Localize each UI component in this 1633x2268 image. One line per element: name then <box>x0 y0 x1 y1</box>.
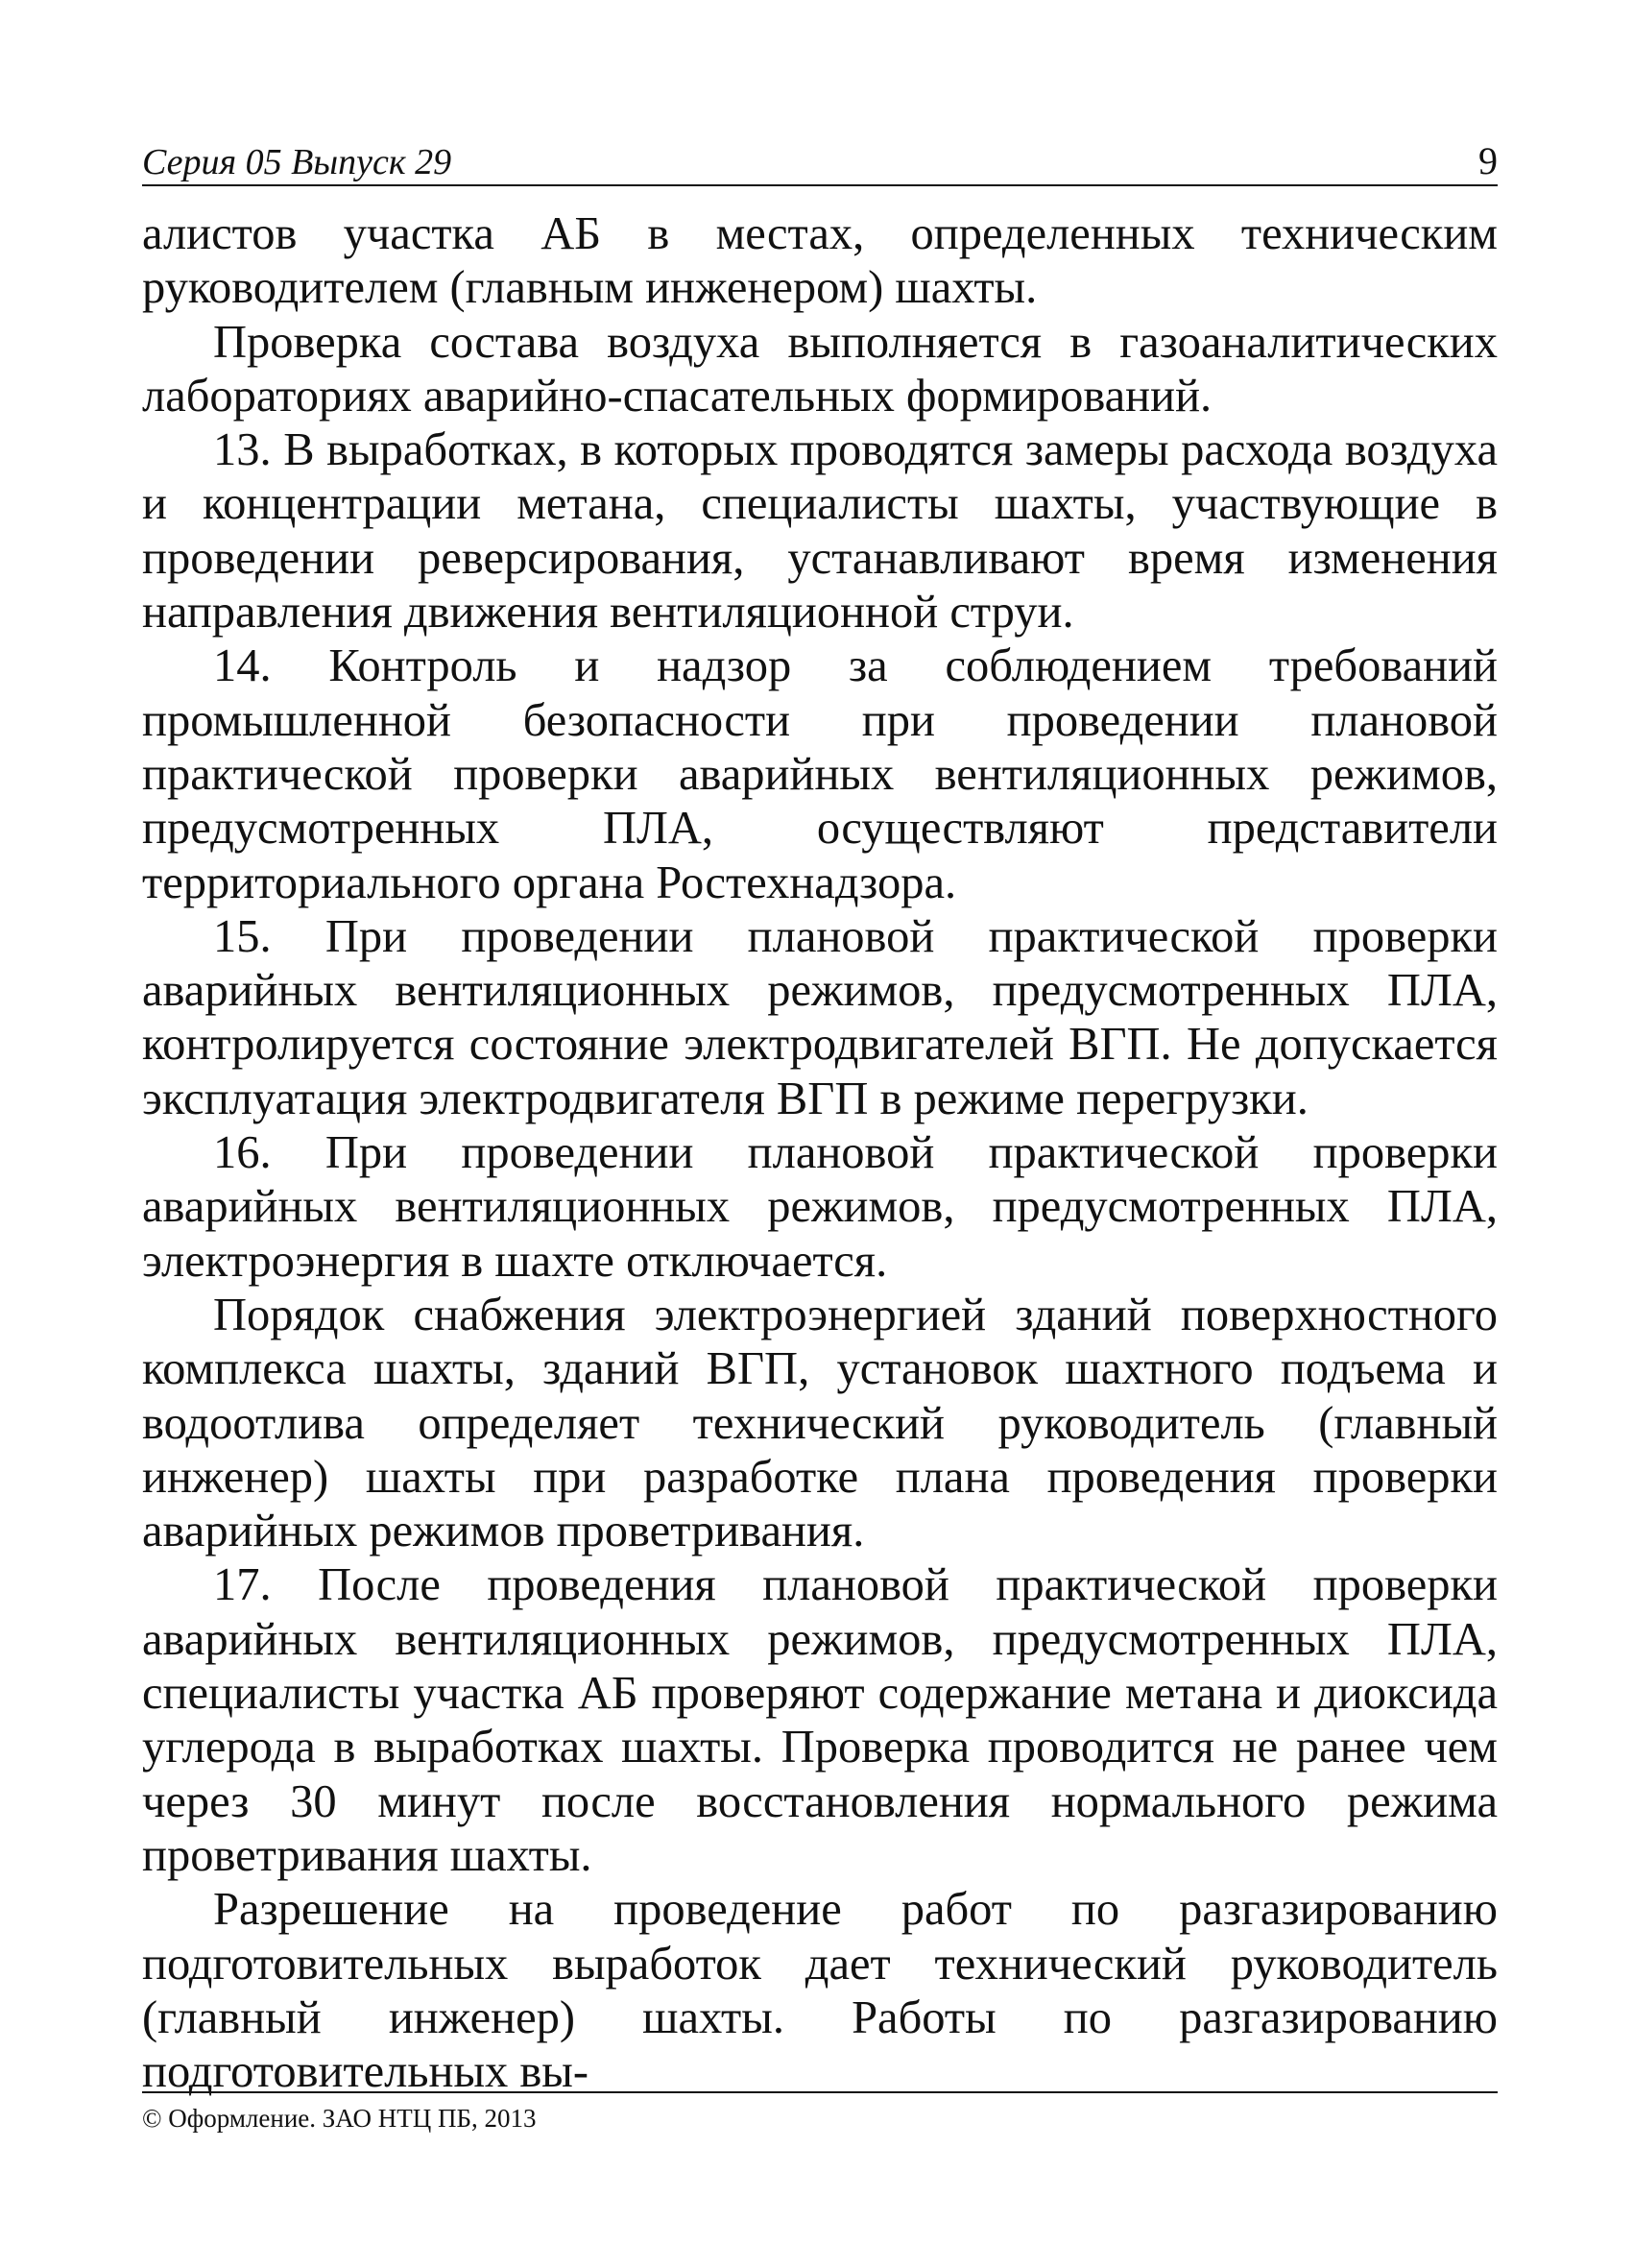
paragraph-continuation: алистов участка АБ в местах, определенных техническим руководителем (главным инженером) шахты. <box>142 208 1498 314</box>
paragraph-14: 14. Контроль и надзор за соблюдением требований промышленной безопасности при проведении плановой практической проверки аварийных вентиляционных режимов, предусмотренных ПЛА, осуществляют представители территориального органа Ростехнадзора. <box>142 640 1498 908</box>
paragraph-air-check: Проверка состава воздуха выполняется в газоаналитических лабораториях аварийно-спасательных формирований. <box>142 316 1498 422</box>
paragraph-degassing: Разрешение на проведение работ по разгазированию подготовительных выработок дает технический руководитель (главный инженер) шахты. Работы по разгазированию подготовительных вы- <box>142 1884 1498 2098</box>
paragraph-power-supply: Порядок снабжения электроэнергией зданий поверхностного комплекса шахты, зданий ВГП, установок шахтного подъема и водоотлива определяет технический руководитель (главный инженер) шахты при разработке плана проведения проверки аварийных режимов проветривания. <box>142 1289 1498 1557</box>
series-title: Серия 05 Выпуск 29 <box>142 142 452 182</box>
page-number: 9 <box>1478 139 1498 182</box>
paragraph-17: 17. После проведения плановой практической проверки аварийных вентиляционных режимов, предусмотренных ПЛА, специалисты участка АБ проверяют содержание метана и диоксида углерода в выработках шахты. Проверка проводится не ранее чем через 30 минут после восстановления нормального режима проветривания шахты. <box>142 1559 1498 1881</box>
page-footer <box>142 2091 1498 2134</box>
paragraph-15: 15. При проведении плановой практической проверки аварийных вентиляционных режимов, предусмотренных ПЛА, контролируется состояние электродвигателей ВГП. Не допускается эксплуатация электродвигателя ВГП в режиме перегрузки. <box>142 910 1498 1124</box>
paragraph-16: 16. При проведении плановой практической проверки аварийных вентиляционных режимов, предусмотренных ПЛА, электроэнергия в шахте отключается. <box>142 1127 1498 1287</box>
paragraph-13: 13. В выработках, в которых проводятся замеры расхода воздуха и концентрации метана, специалисты шахты, участвующие в проведении реверсирования, устанавливают время изменения направления движения вентиляционной струи. <box>142 424 1498 639</box>
body-text <box>142 207 1498 2099</box>
copyright-notice: © Оформление. ЗАО НТЦ ПБ, 2013 <box>142 2104 537 2133</box>
running-header <box>142 131 1498 186</box>
